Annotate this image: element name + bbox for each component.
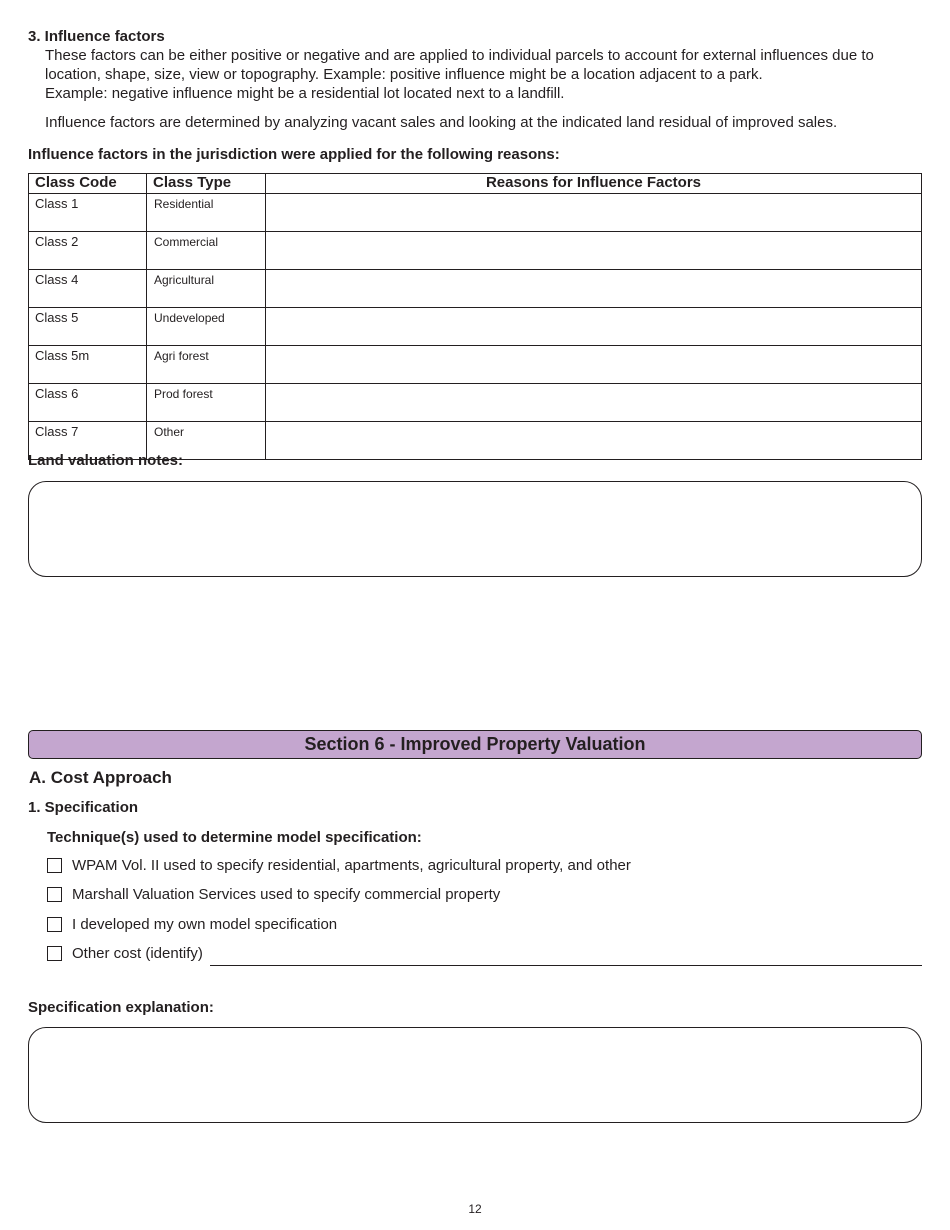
class-type-cell: Commercial — [147, 232, 266, 270]
class-code-cell: Class 4 — [29, 270, 147, 308]
table-header-row — [29, 174, 922, 194]
marshall-checkbox[interactable] — [47, 887, 62, 902]
other-cost-label: Other cost (identify) — [72, 944, 203, 962]
header-class-code: Class Code — [29, 174, 147, 194]
reason-input-cell[interactable] — [266, 194, 922, 232]
class-type-cell: Agricultural — [147, 270, 266, 308]
influence-factors-table — [28, 173, 922, 460]
influence-text-line-4: Influence factors are determined by analyzing vacant sales and looking at the indicated land residual of improved sales. — [45, 114, 838, 131]
class-type-cell: Residential — [147, 194, 266, 232]
class-code-cell: Class 5m — [29, 346, 147, 384]
cost-approach-heading: A. Cost Approach — [29, 768, 172, 787]
reason-input-cell[interactable] — [266, 384, 922, 422]
influence-text-line-2: location, shape, size, view or topography. Example: positive influence might be a location adjacent to a park. — [45, 66, 763, 83]
reason-input-cell[interactable] — [266, 308, 922, 346]
class-code-cell: Class 5 — [29, 308, 147, 346]
reason-input-cell[interactable] — [266, 422, 922, 460]
marshall-label: Marshall Valuation Services used to specify commercial property — [72, 885, 501, 903]
influence-text-line-1: These factors can be either positive or negative and are applied to individual parcels to account for external influences due to — [45, 47, 874, 64]
class-code-cell: Class 2 — [29, 232, 147, 270]
own-model-checkbox[interactable] — [47, 917, 62, 932]
class-type-cell: Undeveloped — [147, 308, 266, 346]
section-6-banner: Section 6 - Improved Property Valuation — [28, 730, 922, 759]
land-notes-label: Land valuation notes: — [28, 452, 184, 469]
option-other-cost[interactable] — [47, 944, 203, 962]
influence-heading: 3. Influence factors — [28, 28, 165, 45]
reason-input-cell[interactable] — [266, 232, 922, 270]
table-row — [29, 270, 922, 308]
class-code-cell: Class 7 — [29, 422, 147, 460]
other-cost-input-line[interactable] — [210, 965, 922, 966]
specification-heading: 1. Specification — [28, 799, 139, 816]
class-type-cell: Other — [147, 422, 266, 460]
class-code-cell: Class 1 — [29, 194, 147, 232]
wpam-checkbox[interactable] — [47, 858, 62, 873]
table-row — [29, 384, 922, 422]
table-row — [29, 346, 922, 384]
wpam-label: WPAM Vol. II used to specify residential, apartments, agricultural property, and other — [72, 856, 631, 874]
header-class-type: Class Type — [147, 174, 266, 194]
spec-explanation-label: Specification explanation: — [28, 999, 214, 1016]
table-row — [29, 232, 922, 270]
land-notes-textbox[interactable] — [28, 481, 922, 577]
class-code-cell: Class 6 — [29, 384, 147, 422]
option-wpam[interactable] — [47, 856, 631, 874]
table-row — [29, 194, 922, 232]
technique-label: Technique(s) used to determine model specification: — [47, 829, 422, 846]
reason-input-cell[interactable] — [266, 270, 922, 308]
header-reasons: Reasons for Influence Factors — [266, 174, 922, 194]
page-number: 12 — [468, 1202, 482, 1216]
table-intro: Influence factors in the jurisdiction were applied for the following reasons: — [28, 146, 560, 163]
option-marshall[interactable] — [47, 885, 500, 903]
class-type-cell: Agri forest — [147, 346, 266, 384]
own-model-label: I developed my own model specification — [72, 915, 338, 933]
other-cost-checkbox[interactable] — [47, 946, 62, 961]
spec-explanation-textbox[interactable] — [28, 1027, 922, 1123]
option-own-model[interactable] — [47, 915, 337, 933]
influence-text-line-3: Example: negative influence might be a residential lot located next to a landfill. — [45, 85, 565, 102]
table-row — [29, 308, 922, 346]
reason-input-cell[interactable] — [266, 346, 922, 384]
class-type-cell: Prod forest — [147, 384, 266, 422]
